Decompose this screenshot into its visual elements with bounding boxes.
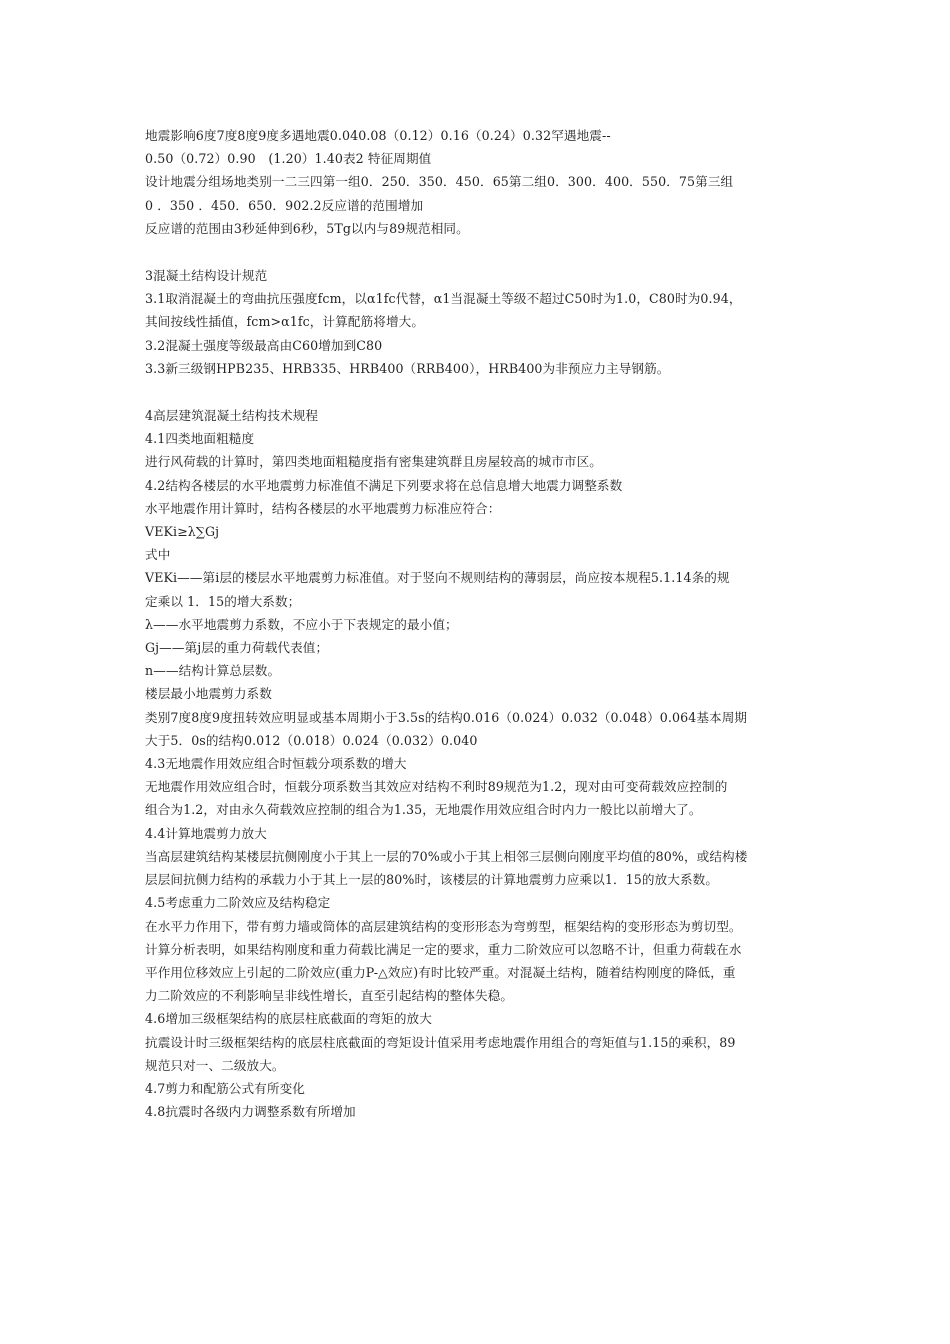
section-heading: 4高层建筑混凝土结构技术规程 [145, 408, 319, 424]
text-line: 其间按线性插值，fcm>α1fc，计算配筋将增大。 [145, 314, 425, 330]
high-rise-code-section [145, 404, 815, 1123]
subsection-heading: 4.8抗震时各级内力调整系数有所增加 [145, 1104, 356, 1120]
text-line: 进行风荷载的计算时，第四类地面粗糙度指有密集建筑群且房屋较高的城市市区。 [145, 454, 602, 470]
subsection-heading: 4.7剪力和配筋公式有所变化 [145, 1080, 305, 1096]
text-line: 0.50（0.72）0.90 (1.20）1.40表2 特征周期值 [145, 151, 432, 167]
text-line: λ——水平地震剪力系数，不应小于下表规定的最小值； [145, 616, 458, 632]
text-line: 大于5．0s的结构0.012（0.018）0.024（0.032）0.040 [145, 732, 478, 748]
text-line: 3.1取消混凝土的弯曲抗压强度fcm，以α1fc代替，α1当混凝土等级不超过C50时为1.0，C80时为0.94， [145, 291, 742, 307]
concrete-code-section [145, 264, 815, 380]
text-line: 当高层建筑结构某楼层抗侧刚度小于其上一层的70%或小于其上相邻三层侧向刚度平均值的80%，或结构楼 [145, 848, 748, 864]
text-line: 计算分析表明，如果结构刚度和重力荷载比满足一定的要求，重力二阶效应可以忽略不计，但重力荷载在水 [145, 941, 742, 957]
text-line: 水平地震作用计算时，结构各楼层的水平地震剪力标准应符合： [145, 500, 501, 516]
text-line: 无地震作用效应组合时，恒载分项系数当其效应对结构不利时89规范为1.2，现对由可变荷载效应控制的 [145, 779, 728, 795]
text-line: 楼层最小地震剪力系数 [145, 686, 272, 702]
text-line: 平作用位移效应上引起的二阶效应(重力P-△效应)有时比较严重。对混凝土结构，随着结构刚度的降低，重 [145, 964, 736, 980]
text-line: 3.2混凝土强度等级最高由C60增加到C80 [145, 337, 383, 353]
subsection-heading: 4.6增加三级框架结构的底层柱底截面的弯矩的放大 [145, 1011, 432, 1027]
text-line: 设计地震分组场地类别一二三四第一组0．250．350．450．65第二组0．300．400．550．75第三组 [145, 174, 734, 190]
seismic-table-text-block [145, 124, 815, 240]
subsection-heading: 4.5考虑重力二阶效应及结构稳定 [145, 895, 331, 911]
text-line: 定乘以 1．15的增大系数； [145, 593, 301, 609]
text-line: n——结构计算总层数。 [145, 663, 281, 679]
paragraph-gap [145, 380, 815, 404]
text-line: Gj——第j层的重力荷载代表值； [145, 640, 329, 656]
text-line: 规范只对一、二级放大。 [145, 1057, 285, 1073]
document-page [145, 124, 815, 1123]
text-line: 3.3新三级钢HPB235、HRB335、HRB400（RRB400），HRB400为非预应力主导钢筋。 [145, 360, 670, 376]
subsection-heading: 4.3无地震作用效应组合时恒载分项系数的增大 [145, 756, 407, 772]
text-line: 地震影响6度7度8度9度多遇地震0.040.08（0.12）0.16（0.24）0.32罕遇地震-- [145, 128, 611, 143]
text-line: 力二阶效应的不利影响呈非线性增长，直至引起结构的整体失稳。 [145, 988, 514, 1004]
text-line: 组合为1.2，对由永久荷载效应控制的组合为1.35，无地震作用效应组合时内力一般比以前增大了。 [145, 802, 702, 818]
text-line: VEKi——第i层的楼层水平地震剪力标准值。对于竖向不规则结构的薄弱层，尚应按本规程5.1.14条的规 [145, 570, 730, 586]
subsection-heading: 4.1四类地面粗糙度 [145, 431, 255, 447]
text-line: 0 ．350 ．450．650．902.2反应谱的范围增加 [145, 197, 424, 213]
text-line: 在水平力作用下，带有剪力墙或筒体的高层建筑结构的变形形态为弯剪型，框架结构的变形形态为剪切型。 [145, 918, 742, 934]
text-line: 类别7度8度9度扭转效应明显或基本周期小于3.5s的结构0.016（0.024）0.032（0.048）0.064基本周期 [145, 709, 748, 725]
subsection-heading: 4.2结构各楼层的水平地震剪力标准值不满足下列要求将在总信息增大地震力调整系数 [145, 477, 623, 493]
formula-line: VEKi≥λ∑Gj [145, 524, 220, 540]
section-heading: 3混凝土结构设计规范 [145, 268, 268, 284]
text-line: 反应谱的范围由3秒延伸到6秒，5Tg以内与89规范相同。 [145, 220, 469, 236]
paragraph-gap [145, 240, 815, 264]
text-line: 层层间抗侧力结构的承载力小于其上一层的80%时，该楼层的计算地震剪力应乘以1．15的放大系数。 [145, 872, 719, 888]
subsection-heading: 4.4计算地震剪力放大 [145, 825, 267, 841]
text-line: 抗震设计时三级框架结构的底层柱底截面的弯矩设计值采用考虑地震作用组合的弯矩值与1.15的乘积，89 [145, 1034, 736, 1050]
text-line: 式中 [145, 547, 171, 563]
